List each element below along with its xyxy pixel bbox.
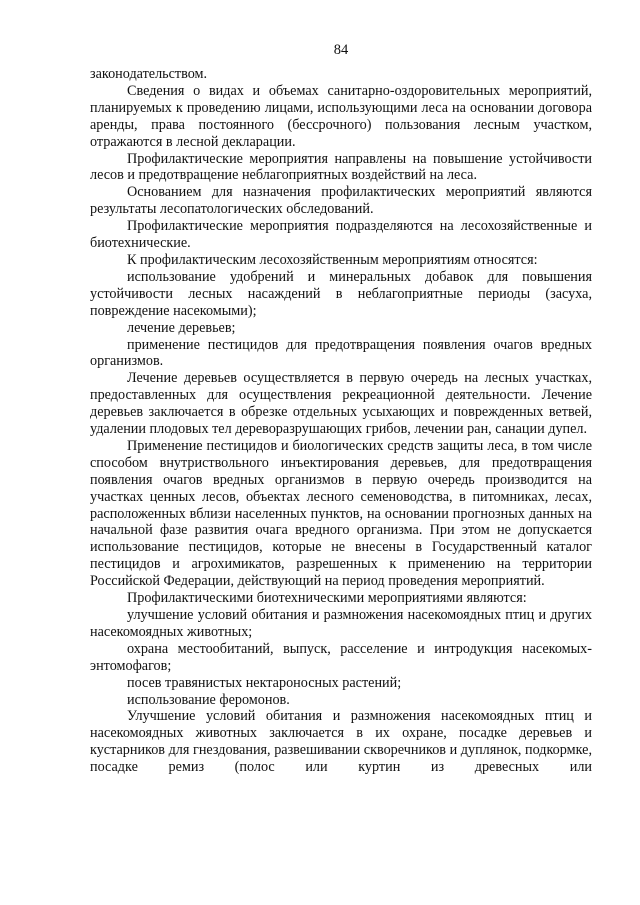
paragraph: улучшение условий обитания и размножения насекомоядных птиц и других насекомоядных животных; (90, 607, 592, 640)
paragraph: Профилактические мероприятия направлены на повышение устойчивости лесов и предотвращение неблагоприятных воздействий на леса. (90, 150, 592, 184)
paragraph: Лечение деревьев осуществляется в первую очередь на лесных участках, предоставленных для осуществления рекреационной деятельности. Лечение деревьев заключается в обрезке отдельных усыхающих и поврежденных ветвей, удалении плодовых тел дереворазрушающих грибов, лечении ран, санации дупел. (90, 370, 592, 438)
paragraph: использование феромонов. (127, 691, 290, 708)
paragraph: Улучшение условий обитания и размножения насекомоядных птиц и насекомоядных животных заключается в их охране, посадке деревьев и кустарников для гнездования, развешивании скворечников и дуплянок, подкормке, посадке ремиз (полос или куртин из древесных или (90, 708, 592, 776)
paragraph: применение пестицидов для предотвращения появления очагов вредных организмов. (90, 336, 592, 370)
paragraph: посев травянистых нектароносных растений; (127, 674, 402, 691)
paragraph: К профилактическим лесохозяйственным мероприятиям относятся: (127, 251, 538, 268)
paragraph: законодательством. (90, 66, 208, 82)
paragraph: использование удобрений и минеральных добавок для повышения устойчивости лесных насаждений в неблагоприятные периоды (засуха, повреждение насекомыми); (90, 268, 592, 319)
body-text (90, 66, 592, 776)
paragraph: Профилактические мероприятия подразделяются на лесохозяйственные и биотехнические. (90, 218, 592, 252)
page-number: 84 (333, 42, 349, 58)
paragraph: Основанием для назначения профилактических мероприятий являются результаты лесопатологических обследований. (90, 184, 592, 218)
paragraph: Применение пестицидов и биологических средств защиты леса, в том числе способом внутриствольного инъектирования деревьев, для предотвращения появления очагов вредных организмов в первую очередь производится на участках ценных лесов, объектах лесного семеноводства, в питомниках, лесах, расположенных вблизи населенных пунктов, на основании прогнозных данных на начальной фазе развития очага вредного организма. При этом не допускается использование пестицидов, которые не внесены в Государственный каталог пестицидов и агрохимикатов, разрешенных к применению на территории Российской Федерации, действующий на период проведения мероприятий. (90, 437, 592, 590)
paragraph: охрана местообитаний, выпуск, расселение и интродукция насекомых-энтомофагов; (90, 640, 592, 674)
paragraph: Сведения о видах и объемах санитарно-оздоровительных мероприятий, планируемых к проведению лицами, использующими леса на основании договора аренды, права постоянного (бессрочного) пользования лесным участком, отражаются в лесной декларации. (90, 82, 592, 150)
paragraph: Профилактическими биотехническими мероприятиями являются: (127, 590, 527, 607)
paragraph: лечение деревьев; (127, 319, 236, 336)
